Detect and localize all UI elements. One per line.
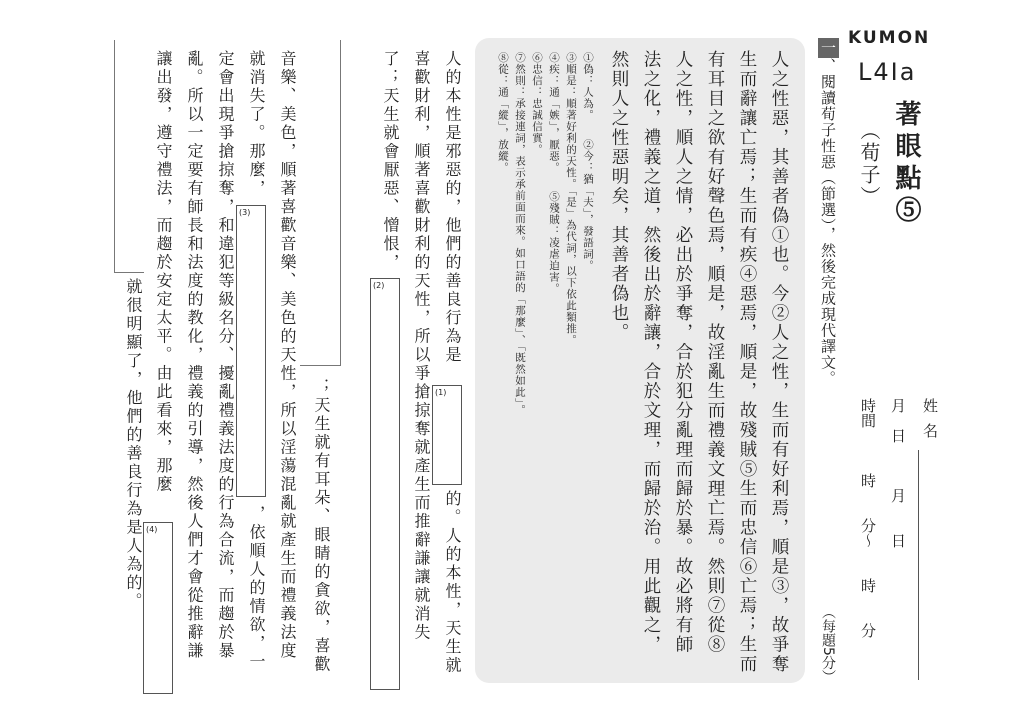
classical-line: 法之化，禮義之道，然後出於辭讓，合於文理，而歸於治。用此觀之，	[641, 50, 661, 655]
instruction	[818, 38, 839, 387]
classical-line: 人之性，順人之情，必出於爭奪，合於犯分亂理而歸於暴。故必將有師	[673, 50, 693, 655]
level-code: L4Ia	[858, 58, 917, 86]
translation-line: ，依順人的情欲，一	[247, 505, 266, 672]
blank-2-continuation	[340, 40, 341, 365]
classical-line: 然則人之性惡明矣，其善者偽也。	[609, 50, 629, 343]
note-line: ⑧從：通「縱」，放縱。	[497, 52, 509, 174]
question-number: 一	[819, 40, 837, 56]
translation-line: 了；天生就會厭惡、憎恨，	[381, 50, 400, 272]
translation-line: 人的本性是邪惡的，他們的善良行為是	[443, 50, 462, 365]
translation-line: 就消失了。那麼，	[247, 50, 266, 198]
name-field[interactable]	[918, 450, 919, 680]
note-line: ⑦然則：承接連詞，表示承前面而來。如口語的「那麼」、「既然如此」。	[514, 52, 526, 416]
date-label: 月 日 月 日	[889, 398, 907, 548]
translation-line: 讓出發，遵守禮法，而趨於安定太平。由此看來，那麼	[154, 50, 173, 494]
classical-line: 生而辭讓亡焉；生而有疾④惡焉，順是，故殘賊⑤生而忠信⑥亡焉；生而	[737, 50, 757, 674]
translation-line: 的。人的本性，天生就	[443, 490, 462, 675]
translation-line: 亂。所以一定要有師長和法度的教化，禮義的引導，然後人們才會從推辭謙	[185, 50, 204, 661]
translation-line: 音樂、美色，順著喜歡音樂、美色的天性，所以淫蕩混亂就產生而禮義法度	[278, 50, 297, 661]
brand-logo: KUMON	[848, 28, 931, 48]
note-line: ③順是：順著好利的天性。「是」為代詞，以下依此類推。	[565, 52, 577, 346]
note-line: ④疾：通「嫉」，厭惡。 ⑤殘賊：凌虐迫害。	[548, 52, 560, 295]
blank-4-continuation	[114, 40, 115, 272]
page-title: 著眼點⑤	[891, 100, 921, 228]
blank-label: (1)	[435, 388, 447, 397]
page-subtitle: （荀子）	[857, 120, 881, 208]
answer-blank-2[interactable]	[370, 278, 400, 690]
blank-label: (4)	[146, 525, 158, 534]
divider	[114, 272, 144, 273]
note-line: ①偽：人為。 ②今：猶「夫」，發語詞。	[582, 52, 594, 272]
instruction-text: 、閱讀荀子性惡（節選），然後完成現代譯文。	[819, 58, 837, 387]
translation-line: 就很明顯了，他們的善良行為是人為的。	[124, 278, 143, 611]
translation-line: ；天生就有耳朵、眼睛的貪欲，喜歡	[312, 378, 331, 674]
name-label: 姓名	[921, 398, 939, 448]
time-label: 時間 時 分～ 時 分	[859, 398, 877, 638]
note-line: ⑥忠信：忠誠信實。	[531, 52, 543, 156]
divider	[300, 365, 341, 366]
classical-line: 人之性惡，其善者偽①也。今②人之性，生而有好利焉，順是③，故爭奪	[769, 50, 789, 674]
translation-line: 定會出現爭搶掠奪，和違犯等級名分、擾亂禮義法度的行為合流，而趨於暴	[216, 50, 235, 661]
classical-line: 有耳目之欲有好聲色焉，順是，故淫亂生而禮義文理亡焉。然則⑦從⑧	[705, 50, 725, 655]
blank-label: (3)	[239, 208, 251, 217]
translation-line: 喜歡財利，順著喜歡財利的天性，所以爭搶掠奪就產生而推辭謙讓就消失	[412, 50, 431, 642]
score-note: （每題5分）	[820, 605, 836, 684]
blank-label: (2)	[373, 281, 385, 290]
